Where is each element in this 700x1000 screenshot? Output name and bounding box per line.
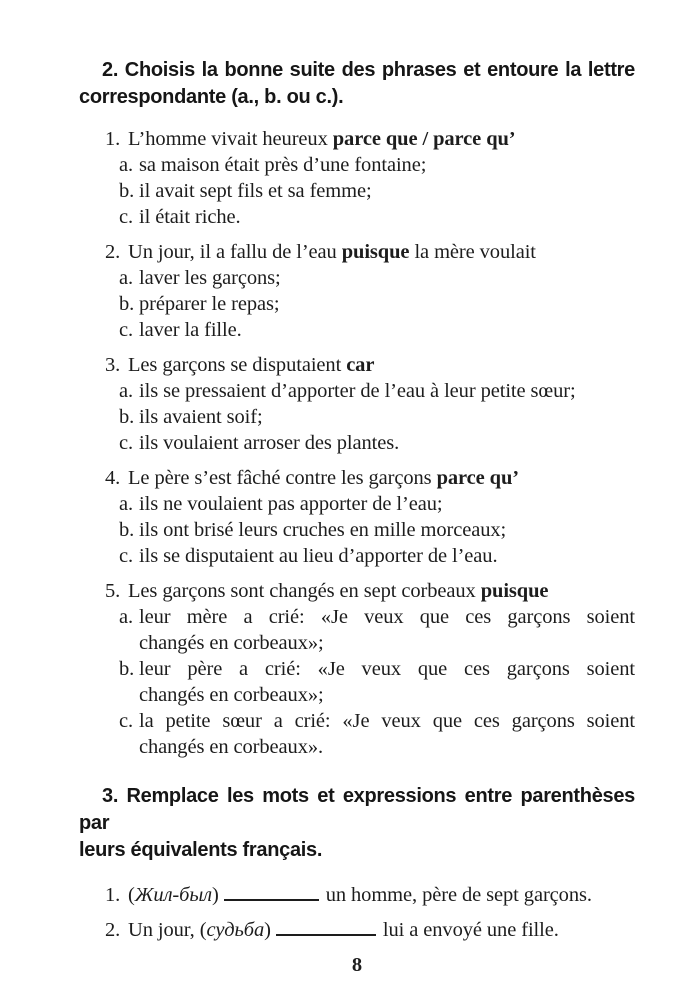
russian-word: Жил-был [134, 884, 212, 906]
item-number: 1. [105, 884, 121, 906]
item-2-option-b [79, 291, 635, 317]
item-1-number: 1. [105, 128, 121, 150]
exercise-3-heading [79, 783, 635, 864]
option-letter: b. [119, 658, 135, 680]
option-text: sa maison était près d’une fontaine; [139, 154, 427, 176]
fill-mid-text: ) [264, 919, 271, 941]
option-text: laver la fille. [139, 319, 242, 341]
exercise-2-item-1 [79, 126, 635, 230]
fill-mid-text: ) [211, 884, 219, 906]
option-text-line-2: changés en corbeaux»; [139, 632, 324, 654]
option-text: ils se disputaient au lieu d’apporter de l’eau. [139, 545, 498, 567]
option-text: préparer le repas; [139, 293, 280, 315]
exercise-3-item-1 [79, 882, 635, 909]
item-5-option-a [79, 604, 635, 656]
option-letter: a. [119, 606, 134, 628]
option-letter: a. [119, 267, 134, 289]
option-text-line-1: leur mère a crié: «Je veux que ces garçons soient [139, 606, 635, 628]
option-letter: b. [119, 519, 135, 541]
option-text: ils se pressaient d’apporter de l’eau à leur petite sœur; [139, 380, 576, 402]
item-1-option-b [79, 178, 635, 204]
exercise-2-item-list [79, 126, 635, 760]
item-1-option-c [79, 204, 635, 230]
russian-word: судьба [206, 919, 265, 941]
exercise-2-item-3 [79, 352, 635, 456]
item-3-option-a [79, 378, 635, 404]
item-3-option-b [79, 404, 635, 430]
option-letter: b. [119, 406, 135, 428]
item-5-stem [79, 578, 635, 604]
exercise-2-heading-line-1: 2. Choisis la bonne suite des phrases et entoure la lettre [102, 59, 635, 81]
item-1-conjunction: parce que / parce qu’ [332, 128, 516, 150]
option-text-line-1: leur père a crié: «Je veux que ces garçons soient [139, 658, 635, 680]
item-4-stem [79, 465, 635, 491]
option-letter: a. [119, 380, 134, 402]
item-1-stem [79, 126, 635, 152]
option-letter: c. [119, 206, 134, 228]
item-2-option-a [79, 265, 635, 291]
item-1-option-a [79, 152, 635, 178]
item-3-option-c [79, 430, 635, 456]
option-text: ils ont brisé leurs cruches en mille morceaux; [139, 519, 507, 541]
item-2-stem [79, 239, 635, 265]
option-letter: c. [119, 545, 134, 567]
exercise-3-item-2 [79, 917, 635, 944]
item-4-stem-text: Le père s’est fâché contre les garçons [128, 467, 437, 489]
option-text: il avait sept fils et sa femme; [139, 180, 372, 202]
option-letter: c. [119, 432, 134, 454]
option-text-line-2: changés en corbeaux»; [139, 684, 324, 706]
option-text-line-2: changés en corbeaux». [139, 736, 324, 758]
fill-pre-text: Un jour, ( [128, 919, 207, 941]
exercise-3-item-list [79, 882, 635, 944]
item-3-stem [79, 352, 635, 378]
option-letter: b. [119, 180, 135, 202]
exercise-3-heading-line-1: 3. Remplace les mots et expressions entre parenthèses par [79, 785, 635, 834]
item-3-conjunction: car [346, 354, 375, 376]
item-3-number: 3. [105, 354, 121, 376]
exercise-2-item-2 [79, 239, 635, 343]
item-4-number: 4. [105, 467, 121, 489]
item-4-option-c [79, 543, 635, 569]
exercise-2-item-5 [79, 578, 635, 760]
option-text-line-1: la petite sœur a crié: «Je veux que ces garçons soient [139, 710, 635, 732]
exercise-3-heading-line-2: leurs équivalents français. [79, 839, 323, 861]
item-5-stem-text: Les garçons sont changés en sept corbeaux [128, 580, 481, 602]
item-5-option-b [79, 656, 635, 708]
exercise-2-item-4 [79, 465, 635, 569]
item-2-option-c [79, 317, 635, 343]
exercise-2-heading [79, 57, 635, 111]
option-text: laver les garçons; [139, 267, 281, 289]
item-number: 2. [105, 919, 121, 941]
option-letter: a. [119, 154, 134, 176]
item-2-stem-text-post: la mère voulait [409, 241, 536, 263]
item-5-number: 5. [105, 580, 121, 602]
option-letter: c. [119, 319, 134, 341]
fill-post-text: lui a envoyé une fille. [382, 919, 559, 941]
fill-pre-text: ( [128, 884, 135, 906]
option-text: ils avaient soif; [139, 406, 263, 428]
fill-in-blank [224, 899, 319, 901]
fill-in-blank [276, 934, 376, 936]
item-2-conjunction: puisque [341, 241, 410, 263]
option-letter: a. [119, 493, 134, 515]
item-2-number: 2. [105, 241, 121, 263]
item-5-conjunction: puisque [480, 580, 549, 602]
item-1-stem-text: L’homme vivait heureux [128, 128, 333, 150]
item-4-option-b [79, 517, 635, 543]
option-letter: b. [119, 293, 135, 315]
exercise-2-heading-line-2: correspondante (a., b. ou c.). [79, 86, 344, 108]
item-4-option-a [79, 491, 635, 517]
option-letter: c. [119, 710, 134, 732]
option-text: ils voulaient arroser des plantes. [139, 432, 400, 454]
item-5-option-c [79, 708, 635, 760]
item-2-stem-text: Un jour, il a fallu de l’eau [128, 241, 342, 263]
option-text: ils ne voulaient pas apporter de l’eau; [139, 493, 443, 515]
item-4-conjunction: parce qu’ [436, 467, 520, 489]
option-text: il était riche. [139, 206, 241, 228]
page-number: 8 [351, 954, 363, 976]
item-3-stem-text: Les garçons se disputaient [128, 354, 347, 376]
fill-post-text: un homme, père de sept garçons. [325, 884, 592, 906]
